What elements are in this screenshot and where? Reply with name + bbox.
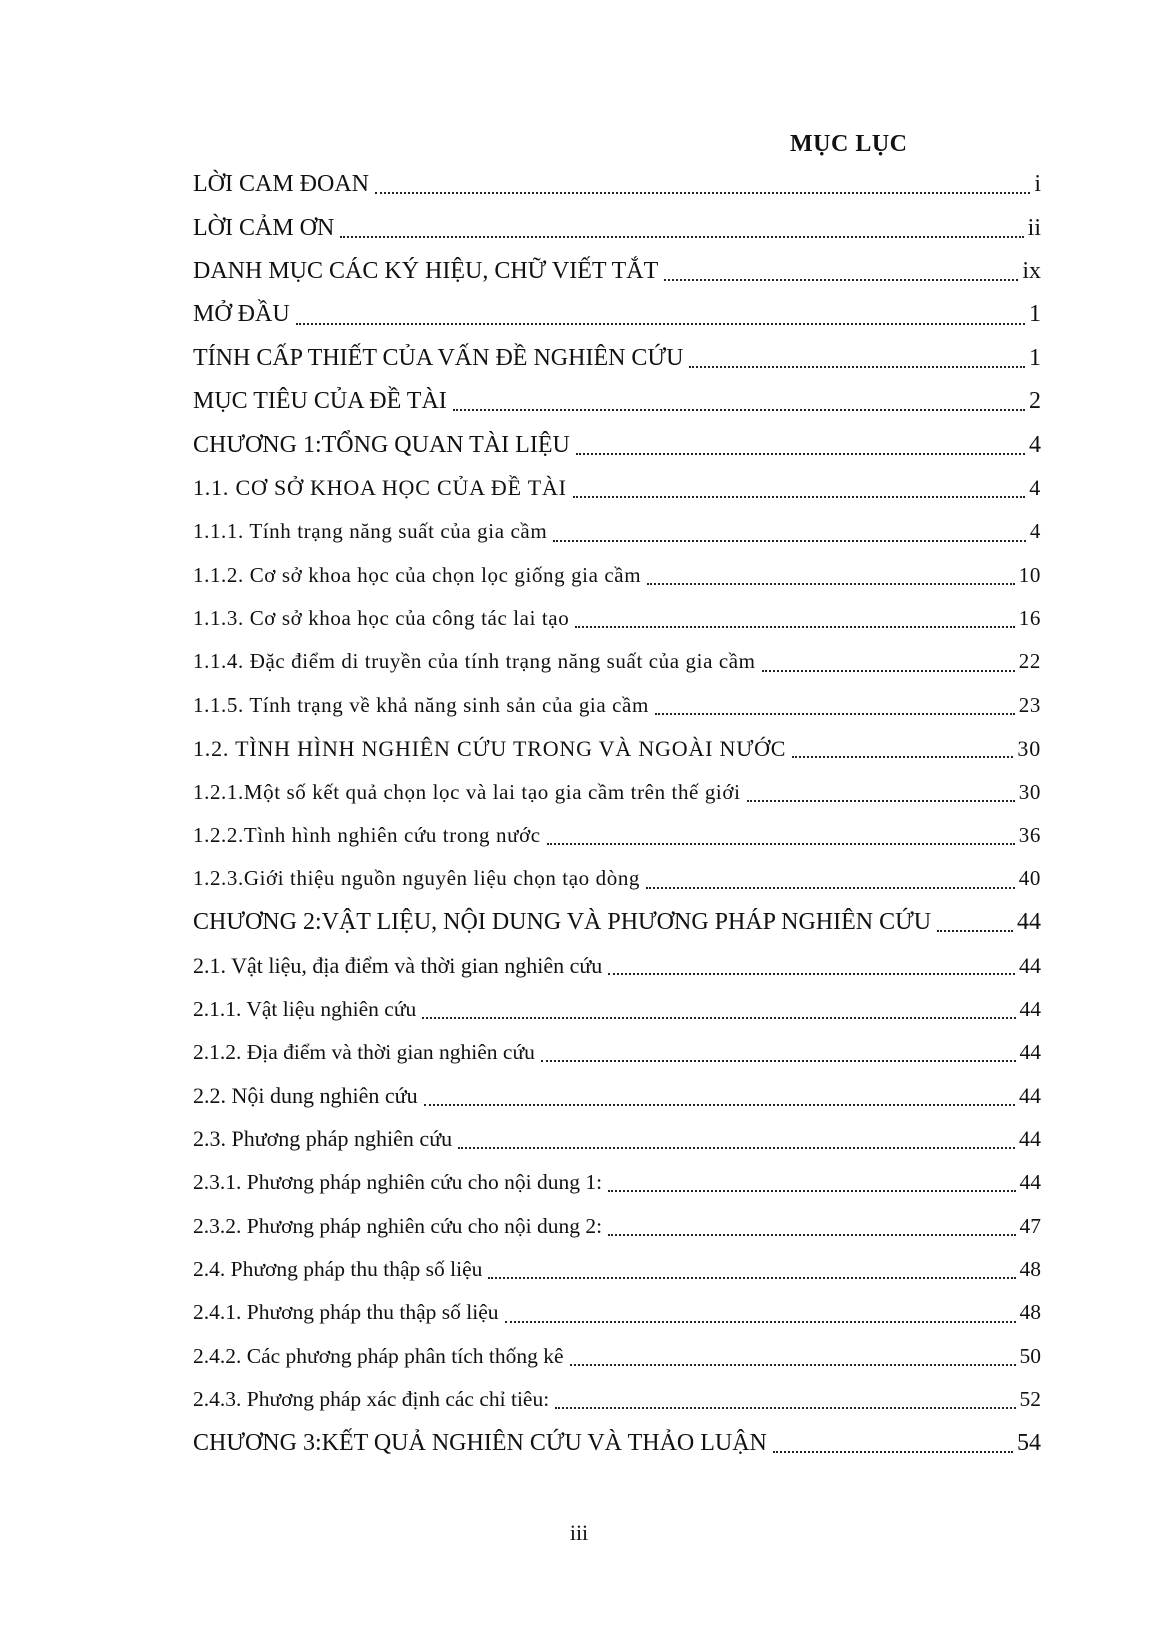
toc-entry-label: 2.1. Vật liệu, địa điểm và thời gian nghiên cứu — [193, 952, 603, 978]
toc-dot-leader — [762, 669, 1015, 672]
toc-entry[interactable] — [193, 1118, 1041, 1161]
toc-dot-leader — [422, 1016, 1015, 1019]
toc-entry-label: 1.1.3. Cơ sở khoa học của công tác lai tạo — [193, 606, 570, 631]
toc-dot-leader — [453, 408, 1025, 411]
toc-entry-label: 1.2.1.Một số kết quả chọn lọc và lai tạo gia cầm trên thế giới — [193, 779, 741, 804]
toc-dot-leader — [424, 1103, 1015, 1106]
toc-entry[interactable] — [193, 163, 1041, 206]
toc-entry-page: 52 — [1019, 1387, 1041, 1412]
toc-dot-leader — [608, 1233, 1015, 1236]
toc-entry[interactable] — [193, 250, 1041, 293]
toc-entry-label: LỜI CẢM ƠN — [193, 214, 335, 241]
toc-entry-label: CHƯƠNG 2:VẬT LIỆU, NỘI DUNG VÀ PHƯƠNG PHÁP NGHIÊN CỨU — [193, 908, 932, 935]
toc-entry-label: 2.1.2. Địa điểm và thời gian nghiên cứu — [193, 1040, 535, 1064]
toc-entry-label: 1.2. TÌNH HÌNH NGHIÊN CỨU TRONG VÀ NGOÀI NƯỚC — [193, 735, 787, 761]
toc-entry-page: 44 — [1017, 908, 1041, 935]
toc-entry-page: ii — [1027, 214, 1041, 241]
toc-entry-label: LỜI CAM ĐOAN — [193, 171, 369, 198]
toc-entry-page: 48 — [1019, 1256, 1041, 1281]
toc-dot-leader — [646, 886, 1015, 889]
toc-entry-label: CHƯƠNG 3:KẾT QUẢ NGHIÊN CỨU VÀ THẢO LUẬN — [193, 1429, 767, 1456]
toc-entry-label: MỞ ĐẦU — [193, 301, 290, 328]
toc-dot-leader — [296, 322, 1025, 325]
toc-dot-leader — [608, 972, 1015, 975]
toc-entry[interactable] — [193, 467, 1041, 510]
toc-entry-label: 2.1.1. Vật liệu nghiên cứu — [193, 996, 417, 1021]
toc-dot-leader — [553, 539, 1026, 542]
toc-entry-page: 23 — [1018, 692, 1041, 717]
toc-entry-page: i — [1034, 171, 1041, 198]
toc-dot-leader — [937, 929, 1013, 932]
toc-entry-label: 1.1.5. Tính trạng về khả năng sinh sản của gia cầm — [193, 692, 649, 717]
toc-entry[interactable] — [193, 1248, 1041, 1291]
toc-entry[interactable] — [193, 1161, 1041, 1204]
toc-entry-page: 22 — [1018, 649, 1041, 674]
toc-entry[interactable] — [193, 814, 1041, 857]
toc-entry[interactable] — [193, 293, 1041, 336]
toc-dot-leader — [458, 1146, 1015, 1149]
page-title: MỤC LỤC — [790, 131, 908, 157]
toc-entry[interactable] — [193, 337, 1041, 380]
toc-entry[interactable] — [193, 1291, 1041, 1334]
toc-entry-page: 44 — [1019, 1040, 1041, 1064]
toc-dot-leader — [576, 452, 1025, 455]
toc-entry-page: 44 — [1019, 996, 1041, 1021]
toc-entry-label: CHƯƠNG 1:TỔNG QUAN TÀI LIỆU — [193, 431, 570, 458]
toc-entry-page: 44 — [1019, 1126, 1041, 1152]
toc-dot-leader — [505, 1320, 1016, 1323]
toc-dot-leader — [488, 1276, 1015, 1279]
toc-entry[interactable] — [193, 510, 1041, 553]
toc-entry[interactable] — [193, 901, 1041, 944]
toc-entry-label: 2.4.2. Các phương pháp phân tích thống kê — [193, 1343, 564, 1368]
toc-entry-label: 1.1. CƠ SỞ KHOA HỌC CỦA ĐỀ TÀI — [193, 475, 567, 501]
toc-entry[interactable] — [193, 1031, 1041, 1074]
toc-entry-page: 1 — [1029, 344, 1041, 371]
toc-entry-page: 16 — [1018, 606, 1041, 631]
toc-dot-leader — [792, 755, 1013, 758]
toc-dot-leader — [773, 1450, 1013, 1453]
toc-entry-label: 2.4. Phương pháp thu thập số liệu — [193, 1256, 483, 1281]
toc-dot-leader — [340, 235, 1023, 238]
toc-entry-label: 2.4.1. Phương pháp thu thập số liệu — [193, 1300, 499, 1325]
toc-entry-label: 2.3. Phương pháp nghiên cứu — [193, 1126, 453, 1152]
toc-entry[interactable] — [193, 1378, 1041, 1421]
toc-dot-leader — [541, 1059, 1016, 1062]
toc-entry-label: TÍNH CẤP THIẾT CỦA VẤN ĐỀ NGHIÊN CỨU — [193, 344, 684, 371]
toc-dot-leader — [647, 582, 1015, 585]
toc-dot-leader — [575, 625, 1014, 628]
page-number-footer: iii — [569, 1520, 589, 1545]
toc-entry[interactable] — [193, 1074, 1041, 1117]
toc-entry-page: 30 — [1017, 735, 1041, 761]
toc-entry-label: 2.2. Nội dung nghiên cứu — [193, 1082, 418, 1108]
toc-entry-page: 1 — [1029, 301, 1041, 328]
toc-entry-page: 48 — [1019, 1300, 1041, 1325]
toc-dot-leader — [375, 191, 1030, 194]
toc-dot-leader — [664, 278, 1018, 281]
toc-entry-page: 54 — [1017, 1429, 1041, 1456]
toc-entry[interactable] — [193, 1421, 1041, 1464]
toc-entry[interactable] — [193, 1204, 1041, 1247]
toc-entry-label: 1.1.4. Đặc điểm di truyền của tính trạng năng suất của gia cầm — [193, 649, 756, 674]
toc-dot-leader — [573, 495, 1025, 498]
toc-entry-page: 44 — [1019, 1170, 1041, 1195]
toc-entry-page: 44 — [1019, 952, 1041, 978]
toc-entry[interactable] — [193, 684, 1041, 727]
table-of-contents — [193, 163, 1041, 1465]
toc-entry-label: 2.3.2. Phương pháp nghiên cứu cho nội dung 2: — [193, 1213, 603, 1238]
toc-entry[interactable] — [193, 423, 1041, 466]
toc-dot-leader — [689, 365, 1025, 368]
toc-entry-page: 4 — [1029, 519, 1041, 544]
toc-dot-leader — [655, 712, 1015, 715]
toc-dot-leader — [747, 799, 1015, 802]
toc-entry[interactable] — [193, 987, 1041, 1030]
toc-entry-page: ix — [1022, 257, 1041, 284]
toc-entry[interactable] — [193, 206, 1041, 249]
toc-entry-page: 50 — [1019, 1343, 1041, 1368]
toc-entry[interactable] — [193, 1335, 1041, 1378]
toc-entry[interactable] — [193, 640, 1041, 683]
toc-entry-page: 36 — [1018, 823, 1041, 848]
toc-entry-label: DANH MỤC CÁC KÝ HIỆU, CHỮ VIẾT TẮT — [193, 257, 659, 284]
toc-dot-leader — [547, 842, 1015, 845]
toc-entry[interactable] — [193, 554, 1041, 597]
toc-entry-page: 4 — [1029, 475, 1041, 501]
toc-entry-page: 40 — [1018, 866, 1041, 891]
toc-entry-label: 2.4.3. Phương pháp xác định các chỉ tiêu: — [193, 1387, 550, 1412]
toc-entry-page: 44 — [1019, 1082, 1041, 1108]
toc-dot-leader — [555, 1406, 1015, 1409]
toc-entry[interactable] — [193, 727, 1041, 770]
toc-entry-label: 2.3.1. Phương pháp nghiên cứu cho nội dung 1: — [193, 1170, 603, 1195]
toc-entry[interactable] — [193, 380, 1041, 423]
toc-entry-label: 1.1.1. Tính trạng năng suất của gia cầm — [193, 519, 548, 544]
toc-entry[interactable] — [193, 770, 1041, 813]
toc-entry-page: 10 — [1018, 562, 1041, 587]
toc-dot-leader — [570, 1363, 1016, 1366]
toc-entry-page: 47 — [1019, 1213, 1041, 1238]
toc-entry-label: MỤC TIÊU CỦA ĐỀ TÀI — [193, 388, 447, 415]
toc-entry-label: 1.1.2. Cơ sở khoa học của chọn lọc giống gia cầm — [193, 562, 642, 587]
toc-entry-page: 2 — [1029, 388, 1041, 415]
toc-entry[interactable] — [193, 597, 1041, 640]
toc-entry-page: 4 — [1029, 431, 1041, 458]
toc-entry-label: 1.2.3.Giới thiệu nguồn nguyên liệu chọn tạo dòng — [193, 866, 641, 891]
toc-entry[interactable] — [193, 857, 1041, 900]
toc-entry-label: 1.2.2.Tình hình nghiên cứu trong nước — [193, 823, 541, 848]
toc-dot-leader — [608, 1189, 1015, 1192]
toc-entry[interactable] — [193, 944, 1041, 987]
toc-entry-page: 30 — [1018, 779, 1041, 804]
